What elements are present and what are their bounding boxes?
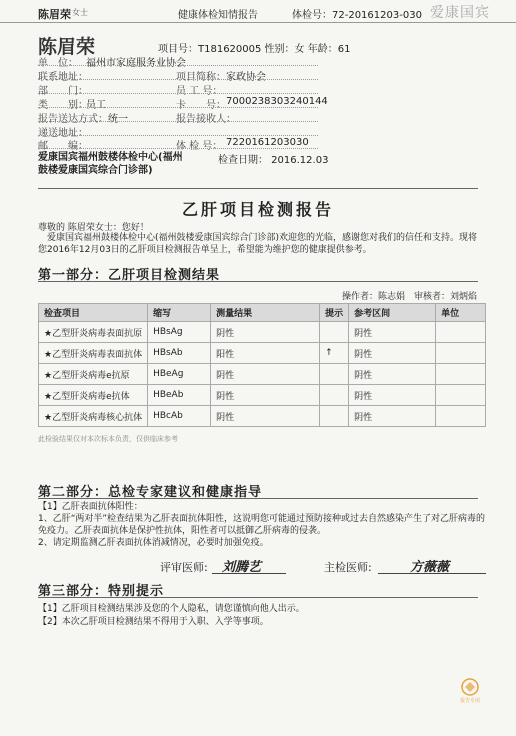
postcode-label: 邮 编： bbox=[38, 141, 88, 152]
section-divider bbox=[38, 188, 478, 189]
section-divider bbox=[38, 597, 478, 598]
table-cell: 阴性 bbox=[349, 406, 436, 427]
column-header: 缩写 bbox=[148, 304, 211, 322]
unit-value: 福州市家庭服务业协会 bbox=[86, 58, 186, 69]
table-cell: ★乙型肝炎病毒核心抗体 bbox=[39, 406, 148, 427]
table-cell: 阴性 bbox=[349, 385, 436, 406]
table-cell bbox=[436, 343, 486, 364]
disclaimer-note: 此检验结果仅对本次标本负责，仅供临床参考 bbox=[38, 435, 178, 443]
table-cell: ★乙型肝炎病毒表面抗体 bbox=[39, 343, 148, 364]
divider bbox=[38, 148, 318, 149]
advice-block bbox=[38, 501, 490, 549]
card-value: 7000238303240144 bbox=[226, 96, 328, 107]
address-label: 联系地址： bbox=[38, 72, 88, 83]
card-label: 卡 号： bbox=[176, 100, 226, 111]
table-cell: ★乙型肝炎病毒e抗体 bbox=[39, 385, 148, 406]
header-title: 健康体检知情报告 bbox=[178, 10, 258, 21]
column-header: 提示 bbox=[320, 304, 349, 322]
exam-no-value: 7220161203030 bbox=[226, 137, 309, 148]
delivery-value: 统一 bbox=[108, 114, 128, 125]
part3-title: 第三部分：特别提示 bbox=[38, 584, 165, 599]
table-row bbox=[39, 364, 486, 385]
table-cell: 阳性 bbox=[211, 343, 320, 364]
table-cell: HBeAg bbox=[148, 364, 211, 385]
divider bbox=[38, 65, 318, 66]
operator-line: 操作者：陈志娟 审核者：刘炳焰 bbox=[342, 292, 478, 302]
table-cell: ★乙型肝炎病毒e抗原 bbox=[39, 364, 148, 385]
unit-label: 单 位： bbox=[38, 58, 78, 69]
table-cell: 阴性 bbox=[211, 385, 320, 406]
table-cell bbox=[320, 322, 349, 343]
divider bbox=[38, 93, 318, 94]
report-title: 乙肝项目检测报告 bbox=[181, 200, 334, 219]
delivery-label: 报告送达方式： bbox=[38, 114, 108, 125]
table-cell bbox=[436, 406, 486, 427]
stamp-text: 报告专用 bbox=[459, 698, 481, 704]
brand-logo: 爱康国宾 bbox=[430, 5, 490, 21]
table-cell: HBeAb bbox=[148, 385, 211, 406]
advice-line: 1、乙肝“两对半”检查结果为乙肝表面抗体阳性，这说明您可能通过预防接种或过去自然感染产生了对乙肝病毒的免疫力。乙肝表面抗体是保护性抗体，阳性者可以抵御乙肝病毒的侵袭。 bbox=[38, 514, 486, 536]
header-name: 陈眉荣 bbox=[38, 8, 71, 21]
table-header-row bbox=[39, 304, 486, 322]
table-cell: 阴性 bbox=[211, 406, 320, 427]
column-header: 检查项目 bbox=[39, 304, 148, 322]
exam-center-name: 爱康国宾福州鼓楼体检中心(福州鼓楼爱康国宾综合门诊部) bbox=[38, 152, 183, 176]
section-divider bbox=[38, 498, 478, 499]
results-table bbox=[38, 303, 486, 427]
receiver-label: 报告接收人： bbox=[176, 114, 236, 125]
table-cell: ↑ bbox=[320, 343, 349, 364]
divider bbox=[38, 121, 318, 122]
signature-line bbox=[378, 573, 486, 574]
review-doctor-signature: 刘腾艺 bbox=[222, 560, 262, 575]
table-cell bbox=[436, 364, 486, 385]
table-cell: HBsAg bbox=[148, 322, 211, 343]
table-row bbox=[39, 343, 486, 364]
table-cell: HBcAb bbox=[148, 406, 211, 427]
table-cell bbox=[436, 385, 486, 406]
send-address-label: 递送地址： bbox=[38, 128, 88, 139]
exam-no-label: 体 检 号： bbox=[176, 141, 223, 152]
exam-date: 检查日期： 2016.12.03 bbox=[218, 155, 329, 166]
table-cell: 阴性 bbox=[349, 343, 436, 364]
part1-title: 第一部分：乙肝项目检测结果 bbox=[38, 268, 221, 283]
chief-doctor-label: 主检医师: bbox=[324, 561, 372, 574]
greeting: 尊敬的 陈眉荣女士：您好！ bbox=[38, 223, 149, 233]
header-gender: 女士 bbox=[72, 8, 88, 17]
staff-no-label: 员 工 号： bbox=[176, 86, 223, 97]
project-abbr-label: 项目简称： bbox=[176, 72, 226, 83]
table-row bbox=[39, 322, 486, 343]
divider bbox=[38, 135, 318, 136]
table-cell bbox=[320, 385, 349, 406]
column-header: 参考区间 bbox=[349, 304, 436, 322]
column-header: 测量结果 bbox=[211, 304, 320, 322]
header-exam-number: 体检号：72-20161203-030 bbox=[292, 10, 422, 21]
project-abbr-value: 家政协会 bbox=[226, 72, 266, 83]
table-cell: HBsAb bbox=[148, 343, 211, 364]
table-cell: 阴性 bbox=[349, 364, 436, 385]
dept-label: 部 门： bbox=[38, 86, 88, 97]
table-cell: 阴性 bbox=[349, 322, 436, 343]
advice-line: 2、请定期监测乙肝表面抗体消减情况，必要时加强免疫。 bbox=[38, 538, 269, 548]
category-value: 员工 bbox=[86, 100, 106, 111]
table-cell bbox=[320, 364, 349, 385]
table-row bbox=[39, 385, 486, 406]
divider bbox=[38, 79, 318, 80]
chief-doctor-signature: 方薇薇 bbox=[410, 560, 450, 575]
report-stamp-icon bbox=[456, 676, 484, 704]
table-cell: ★乙型肝炎病毒表面抗原 bbox=[39, 322, 148, 343]
column-header: 单位 bbox=[436, 304, 486, 322]
divider bbox=[38, 107, 318, 108]
tip-line: 【1】乙肝项目检测结果涉及您的个人隐私，请您谨慎向他人出示。 bbox=[38, 604, 305, 614]
table-row bbox=[39, 406, 486, 427]
table-cell: 阴性 bbox=[211, 322, 320, 343]
table-cell bbox=[436, 322, 486, 343]
category-label: 类 别： bbox=[38, 100, 88, 111]
table-cell: 阴性 bbox=[211, 364, 320, 385]
section-divider bbox=[38, 281, 478, 282]
signature-line bbox=[212, 573, 286, 574]
project-line: 项目号：T181620005 性别：女 年龄：61 bbox=[158, 44, 351, 55]
review-doctor-label: 评审医师: bbox=[160, 561, 208, 574]
patient-name: 陈眉荣 bbox=[38, 36, 96, 58]
tip-line: 【2】本次乙肝项目检测结果不得用于入职、入学等事项。 bbox=[38, 617, 269, 627]
intro-paragraph: 爱康国宾福州鼓楼体检中心(福州鼓楼爱康国宾综合门诊部)欢迎您的光临，感谢您对我们的信任和支持。现将您2016年12月03日的乙肝项目检测报告单呈上，希望能为维护您的健康提供参考。 bbox=[38, 233, 478, 255]
advice-line: 【1】乙肝表面抗体阳性： bbox=[38, 502, 143, 512]
part2-title: 第二部分：总检专家建议和健康指导 bbox=[38, 485, 263, 500]
table-cell bbox=[320, 406, 349, 427]
